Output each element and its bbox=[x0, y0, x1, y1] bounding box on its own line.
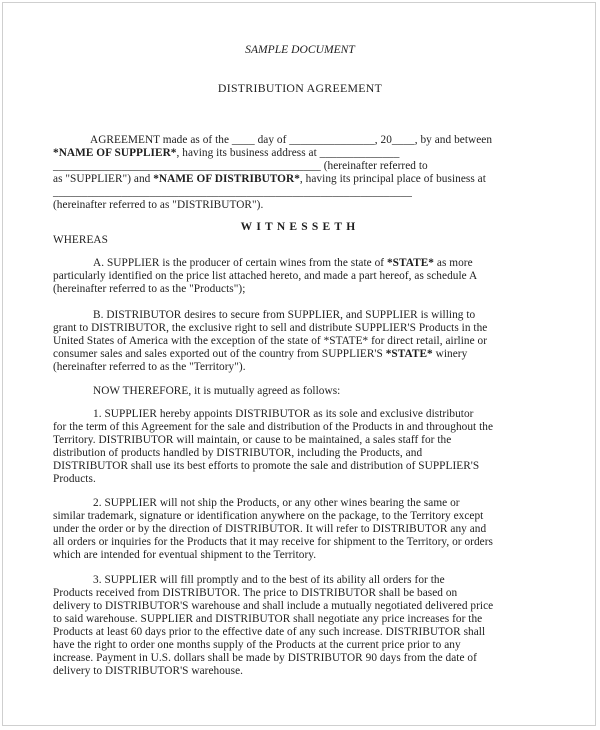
clause-3-line: increase. Payment in U.S. dollars shall be made by DISTRIBUTOR 90 days from the date of bbox=[53, 652, 477, 664]
preamble-line-5: _______________________________________________________________ bbox=[53, 186, 413, 198]
clause-1-line: for the term of this Agreement for the sale and distribution of the Products in and throughout the bbox=[53, 421, 494, 433]
clause-2-line: 2. SUPPLIER will not ship the Products, or any other wines bearing the same or bbox=[93, 497, 460, 509]
clause-1-line: DISTRIBUTOR shall use its best efforts to promote the sale and distribution of SUPPLIER'S bbox=[53, 460, 480, 472]
clause-1-line: distribution of products handled by DISTRIBUTOR, including the Products, and bbox=[53, 447, 423, 459]
preamble-line-1: AGREEMENT made as of the ____ day of _______________, 20____, by and between bbox=[90, 134, 493, 146]
sample-document-label: SAMPLE DOCUMENT bbox=[245, 44, 355, 56]
recital-b-line-1: B. DISTRIBUTOR desires to secure from SUPPLIER, and SUPPLIER is willing to bbox=[93, 309, 476, 321]
recital-b-line-2: grant to DISTRIBUTOR, the exclusive right to sell and distribute SUPPLIER'S Products in the bbox=[53, 322, 488, 334]
preamble-line-4 bbox=[53, 173, 486, 186]
preamble-line-2 bbox=[53, 147, 399, 160]
recital-a-line-3: (hereinafter referred to as the "Products"); bbox=[53, 283, 246, 295]
supplier-reference: as "SUPPLIER") and bbox=[53, 173, 154, 185]
recital-a-line-1 bbox=[93, 257, 473, 270]
clause-1-line: Products. bbox=[53, 473, 96, 485]
distributor-name-placeholder: *NAME OF DISTRIBUTOR* bbox=[153, 173, 300, 185]
recital-b-text: consumer sales and sales exported out of the country from SUPPLIER'S bbox=[53, 348, 386, 360]
clause-2-line: under the order or by the direction of DISTRIBUTOR. It will refer to DISTRIBUTOR any and bbox=[53, 523, 487, 535]
clause-3-line: Products received from DISTRIBUTOR. The price to DISTRIBUTOR shall be based on bbox=[53, 587, 458, 599]
business-address-text: , having its business address at ______________ bbox=[176, 147, 400, 159]
witnesseth-heading: WITNESSETH bbox=[240, 221, 360, 233]
clause-3-line: delivery to DISTRIBUTOR'S warehouse and shall include a mutually negotiated delivered price bbox=[53, 600, 494, 612]
document-title: DISTRIBUTION AGREEMENT bbox=[217, 81, 383, 95]
recital-b-text-end: winery bbox=[432, 348, 468, 360]
preamble-line-6: (hereinafter referred to as "DISTRIBUTOR"). bbox=[53, 199, 264, 211]
clause-3-line: to said warehouse. SUPPLIER and DISTRIBUTOR shall negotiate any price increases for the bbox=[53, 613, 483, 625]
now-therefore-line: NOW THEREFORE, it is mutually agreed as follows: bbox=[93, 385, 341, 397]
clause-2-line: all orders or inquiries for the Products that it may receive for shipment to the Territory, or orders bbox=[53, 536, 494, 548]
recital-a-text-end: as more bbox=[434, 257, 473, 269]
recital-b-line-3: United States of America with the exception of the state of *STATE* for direct retail, airline or bbox=[53, 335, 488, 347]
principal-place-text: , having its principal place of business at bbox=[299, 173, 486, 185]
supplier-name-placeholder: *NAME OF SUPPLIER* bbox=[53, 147, 177, 159]
clause-3-line: delivery to DISTRIBUTOR'S warehouse. bbox=[53, 665, 244, 677]
clause-1-line: Territory. DISTRIBUTOR will maintain, or cause to be maintained, a sales staff for the bbox=[53, 434, 452, 446]
clause-1-line: 1. SUPPLIER hereby appoints DISTRIBUTOR as its sole and exclusive distributor bbox=[93, 408, 474, 420]
clause-2-line: similar trademark, signature or identification anywhere on the package, to the Territory except bbox=[53, 510, 484, 522]
clause-3-line: 3. SUPPLIER will fill promptly and to the best of its ability all orders for the bbox=[93, 574, 445, 586]
recital-b-line-5: (hereinafter referred to as the "Territory"). bbox=[53, 361, 246, 373]
clause-3-line: Products at least 60 days prior to the effective date of any such increase. DISTRIBUTOR shall bbox=[53, 626, 486, 638]
recital-a-text: A. SUPPLIER is the producer of certain wines from the state of bbox=[93, 257, 387, 269]
whereas-heading: WHEREAS bbox=[53, 234, 108, 246]
clause-2-line: which are intended for eventual shipment to the Territory. bbox=[53, 549, 317, 561]
state-placeholder: *STATE* bbox=[386, 257, 434, 269]
clause-3-line: have the right to order one months supply of the Products at the current price prior to any bbox=[53, 639, 461, 651]
preamble-line-3: _______________________________________________ (hereinafter referred to bbox=[53, 160, 428, 172]
recital-b-line-4 bbox=[53, 348, 467, 361]
recital-a-line-2: particularly identified on the price list attached hereto, and made a part hereof, as schedule A bbox=[53, 270, 478, 282]
state-placeholder: *STATE* bbox=[385, 348, 433, 360]
